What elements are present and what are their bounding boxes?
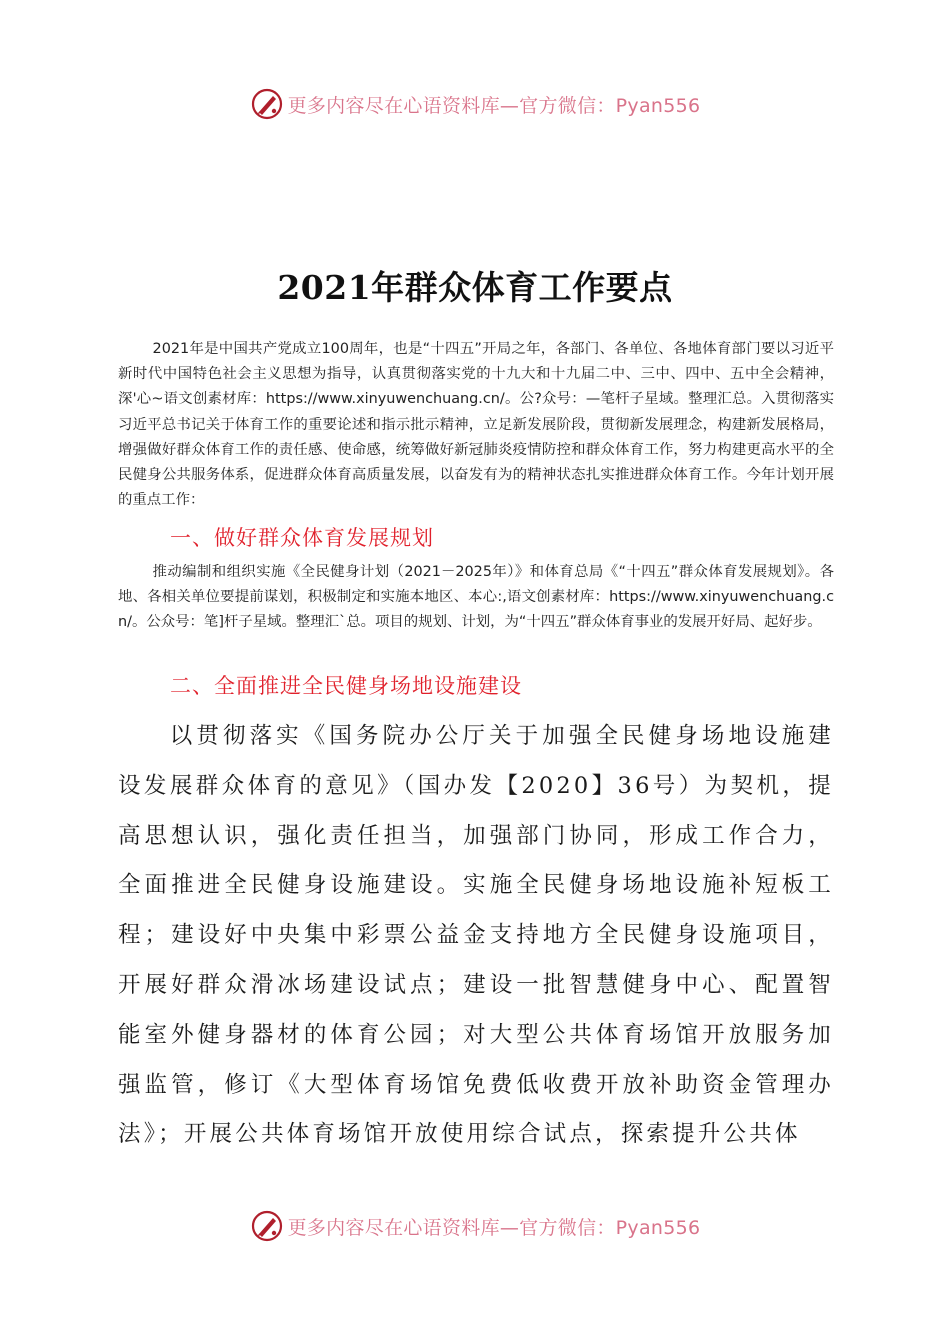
banner-text: 更多内容尽在心语资料库—官方微信：Pyan556 <box>287 94 701 117</box>
banner-text: 更多内容尽在心语资料库—官方微信：Pyan556 <box>287 1216 701 1239</box>
section-1 <box>118 522 834 552</box>
section-1-paragraph: 推动编制和组织实施《全民健身计划（2021－2025年）》和体育总局《“十四五”群众体育发展规划》。各地、各相关单位要提前谋划，积极制定和实施本地区、本心:,语文创素材库：https://www.xinyuwenchuang.cn/。公众号：笔]杆子星域。整理汇`总。项目的规划、计划，为“十四五”群众体育事业的发展开好局、起好步。 <box>118 564 834 631</box>
section-2 <box>118 670 834 700</box>
page-title: 2021年群众体育工作要点 <box>277 268 673 307</box>
section-2-paragraph: 以贯彻落实《国务院办公厅关于加强全民健身场地设施建设发展群众体育的意见》（国办发【2020】36号）为契机，提高思想认识，强化责任担当，加强部门协同，形成工作合力，全面推进全民健身设施建设。实施全民健身场地设施补短板工程；建设好中央集中彩票公益金支持地方全民健身设施项目，开展好群众滑冰场建设试点；建设一批智慧健身中心、配置智能室外健身器材的体育公园；对大型公共体育场馆开放服务加强监管，修订《大型体育场馆免费低收费开放补助资金管理办法》；开展公共体育场馆开放使用综合试点，探索提升公共体 <box>118 723 834 1148</box>
header-banner <box>0 84 950 124</box>
section-2-heading: 二、全面推进全民健身场地设施建设 <box>170 674 522 698</box>
intro-section <box>118 337 834 513</box>
section-1-content <box>118 560 834 636</box>
footer-banner <box>0 1206 950 1246</box>
pen-logo-icon <box>250 1209 284 1243</box>
intro-paragraph: 2021年是中国共产党成立100周年，也是“十四五”开局之年，各部门、各单位、各地体育部门要以习近平新时代中国特色社会主义思想为指导，认真贯彻落实党的十九大和十九届二中、三中、四中、五中全会精神，深'心~语文创素材库：https://www.xinyuwenchuang.cn/。公?众号：—笔杆子星域。整理汇总。入贯彻落实习近平总书记关于体育工作的重要论述和指示批示精神，立足新发展阶段，贯彻新发展理念，构建新发展格局，增强做好群众体育工作的责任感、使命感，统筹做好新冠肺炎疫情防控和群众体育工作，努力构建更高水平的全民健身公共服务体系，促进群众体育高质量发展，以奋发有为的精神状态扎实推进群众体育工作。今年计划开展的重点工作： <box>118 341 834 509</box>
section-2-content <box>118 712 834 1160</box>
section-1-heading: 一、做好群众体育发展规划 <box>170 526 434 550</box>
pen-logo-icon <box>250 87 284 121</box>
